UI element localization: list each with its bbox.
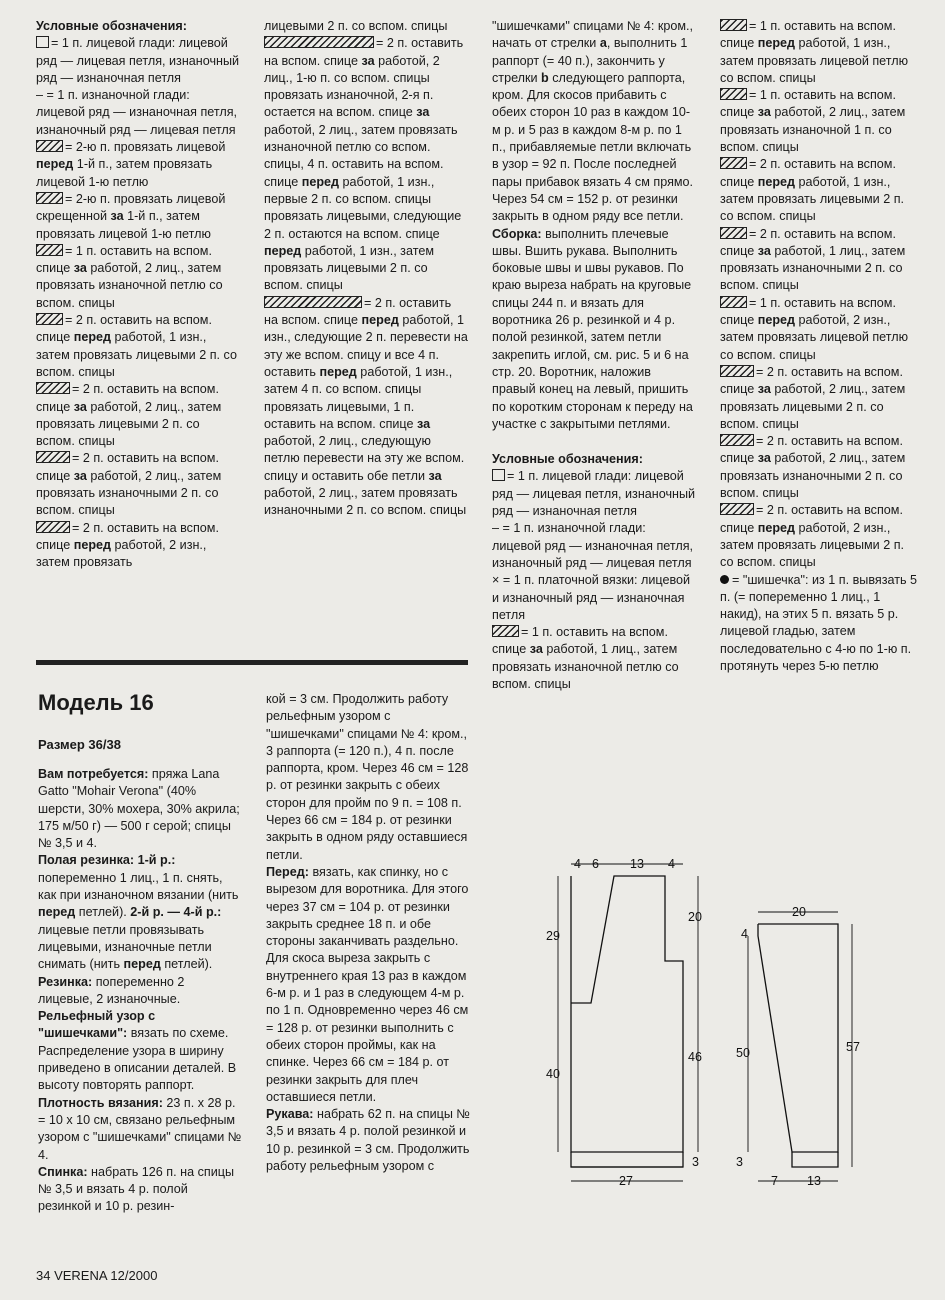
body-label-top-mid1: 6	[592, 857, 599, 871]
legend-heading: Условные обозначения:	[36, 19, 187, 33]
legend-entry: = 2 п. оставить на вспом. спице за работой, 2 лиц., 1-ю п. со вспом. спицы провязать изнаночной, 2-я п. остается на вспом. спице за работой, 2 лиц., затем провязать изнаночной петлю со вспом. спицы, 4 п. оставить на вспом. спице перед работой, 1 изн., первые 2 п. со вспом. спицы провязать лицевыми, следующие 2 п. остаются на вспом. спице перед работой, 1 изн., затем провязать лицевыми 2 п. со вспом. спицы	[264, 36, 464, 293]
body-label-side-total: 29	[546, 929, 560, 943]
instruction-paragraph: Перед: вязать, как спинку, но с вырезом для воротника. Для этого через 37 см = 104 р. от резинки закрыть среднее 18 п. и обе стороны заканчивать раздельно. Для скоса выреза закрыть с внутреннего края 13 раз в каждом 6-м р. и 1 раз в следующем 4-м р. по 1 п. Одновременно через 46 см = 128 р. от резинки выполнить с обеих сторон проймы, как на спинке. Через 66 см = 184 р. от резинки закрыть для плеч оставшиеся петли.	[266, 864, 469, 1104]
instruction-paragraph: Спинка: набрать 126 п. на спицы № 3,5 и вязать 4 р. полой резинкой и 10 р. резин-	[38, 1164, 234, 1214]
instruction-paragraph: Рукава: набрать 62 п. на спицы № 3,5 и вязать 4 р. полой резинкой и 10 р. резинкой = 3 см. Продолжить работу рельефным узором с	[266, 1107, 470, 1174]
legend-entry: = 2 п. оставить на вспом. спице перед работой, 1 изн., затем провязать лицевыми 2 п. со вспом. спицы	[36, 313, 237, 379]
legend-entry: = 2 п. оставить на вспом. спице за работой, 2 лиц., затем провязать лицевыми 2 п. со вспом. спицы	[36, 382, 222, 449]
sleeve-label-bottom-width: 13	[807, 1174, 821, 1188]
page-footer: 34 VERENA 12/2000	[36, 1268, 158, 1283]
legend-entry: = 1 п. оставить на вспом. спице перед работой, 2 изн., затем провязать лицевой петлю со вспом. спицы	[720, 295, 909, 362]
sleeve-rib-outline	[792, 1152, 838, 1167]
legend-entry: = 1 п. оставить на вспом. спице за работой, 2 лиц., затем провязать изнаночной петлю со вспом. спицы	[36, 243, 223, 310]
body-label-body: 46	[688, 1050, 702, 1064]
legend-entry: = 2 п. оставить на вспом. спице за работой, 2 лиц., затем провязать изнаночными 2 п. со вспом. спицы	[36, 451, 222, 518]
body-label-top-right: 4	[668, 857, 675, 871]
body-label-bottom-width: 27	[619, 1174, 633, 1188]
instruction-paragraph: Полая резинка: 1-й р.: попеременно 1 лиц., 1 п. снять, как при изнаночном вязании (нить перед петлей). 2-й р. — 4-й р.: лицевые петли провязывать лицевыми, изнаночные петли снимать (нить перед петлей).	[38, 853, 239, 972]
body-label-rib: 3	[692, 1155, 699, 1169]
assembly-paragraph: Сборка: выполнить плечевые швы. Вшить рукава. Выполнить боковые швы и швы рукавов. По краю выреза набрать на круговые спицы 244 п. и вязать для воротника 26 р. резинкой и 4 р. полой резинкой, затем петли закрепить иглой, см. рис. 5 и 6 на стр. 20. Воротник, наложив правый конец на левый, пришить по коротким сторонам к переду на участке с закрытыми петлями.	[492, 226, 693, 431]
sleeve-label-inner: 50	[736, 1046, 750, 1060]
legend-entry: = 1 п. оставить на вспом. спице за работой, 1 лиц., затем провязать изнаночной петлю со вспом. спицы	[492, 625, 679, 691]
body-label-armhole: 20	[688, 910, 702, 924]
legend-entry: = 2-ю п. провязать лицевой скрещенной за 1-й п., затем провязать лицевой 1-ю петлю	[36, 191, 226, 241]
sleeve-label-bottom-left: 7	[771, 1174, 778, 1188]
legend-entry: = 1 п. оставить на вспом. спице за работой, 2 лиц., затем провязать изнаночной 1 п. со вспом. спицы	[720, 88, 906, 155]
body-rib-outline	[571, 1152, 683, 1167]
legend-entry: = 2 п. оставить на вспом. спице за работой, 2 лиц., затем провязать лицевыми 2 п. со вспом. спицы	[720, 364, 906, 431]
sleeve-outline	[758, 924, 838, 1152]
legend-entry: = 1 п. оставить на вспом. спице перед работой, 1 изн., затем провязать лицевой петлю со вспом. спицы	[720, 19, 909, 85]
legend-entry: = 2 п. оставить на вспом. спице перед работой, 1 изн., следующие 2 п. перевести на эту же вспом. спицу и все 4 п. оставить перед работой, 1 изн., затем 4 п. со вспом. спицы провязать лицевыми, 1 п. оставить на вспом. спице за работой, 2 лиц., следующую петлю перевести на эту же вспом. спицу и оставить обе петли за работой, 2 лиц., затем провязать изнаночными 2 п. со вспом. спицы	[264, 295, 468, 518]
instruction-paragraph: кой = 3 см. Продолжить работу рельефным узором с "шишечками" спицами № 4: кром., 3 раппорта (= 120 п.), 4 п. после раппорта, кром. Через 46 см = 128 р. от резинки закрыть с обеих сторон для пройм по 9 п. = 108 п. Через 66 см = 184 р. от резинки закрыть в одном ряду оставшиеся петли.	[266, 692, 469, 862]
sleeve-label-cap: 4	[741, 927, 748, 941]
instruction-paragraph: Рельефный узор с "шишечками": вязать по схеме. Распределение узора в ширину приведено в описании деталей. В высоту повторять раппорт.	[38, 1009, 237, 1093]
sleeve-label-rib: 3	[736, 1155, 743, 1169]
legend-entry: = 1 п. лицевой глади: лицевой ряд — лицевая петля, изнаночный ряд — изнаночная петля	[492, 469, 696, 519]
body-outline	[571, 876, 683, 1152]
legend-entry: – = 1 п. изнаночной глади: лицевой ряд — изнаночная петля, изнаночный ряд — лицевая петля	[36, 88, 238, 137]
instruction-paragraph: Резинка: попеременно 2 лицевые, 2 изнаночные.	[38, 974, 185, 1006]
instruction-paragraph: Вам потребуется: пряжа Lana Gatto "Mohair Verona" (40% шерсти, 30% мохера, 30% акрила; 175 м/50 г) — 500 г серой; спицы № 3,5 и 4.	[38, 767, 240, 851]
legend-heading-2: Условные обозначения:	[492, 452, 643, 467]
legend-entry: = 2 п. оставить на вспом. спице перед работой, 1 изн., затем провязать лицевыми 2 п. со вспом. спицы	[720, 157, 905, 224]
legend-entry: = 2 п. оставить на вспом. спице перед работой, 2 изн., затем провязать	[36, 520, 219, 570]
model-title: Модель 16	[38, 690, 154, 715]
legend-entry: лицевыми 2 п. со вспом. спицы	[264, 19, 448, 33]
back-continuation: "шишечками" спицами № 4: кром., начать от стрелки a, выполнить 1 раппорт (= 40 п.), закончить у стрелки b следующего раппорта, кром. Для скосов прибавить с обеих сторон 10 раз в каждом 10-м р. и 5 раз в каждом 8-м р. по 1 п., прибавляемые петли включать в узор = 92 п. После последней пары прибавок вязать 4 см прямо. Через 54 см = 152 р. от резинки закрыть в одном ряду все петли.	[492, 19, 694, 224]
legend-entry: = "шишечка": из 1 п. вывязать 5 п. (= попеременно 1 лиц., 1 накид), на этих 5 п. вязать 5 р. лицевой гладью, затем последовательно с 4-ю по 1-ю п. протянуть через 5-ю петлю	[720, 572, 918, 673]
legend-entry: – = 1 п. изнаночной глади: лицевой ряд — изнаночная петля, изнаночный ряд — лицевая петля	[492, 521, 694, 570]
body-label-top-left: 4	[574, 857, 581, 871]
legend-entry: = 1 п. лицевой глади: лицевой ряд — лицевая петля, изнаночный ряд — изнаночная петля	[36, 36, 240, 85]
body-label-side-lower: 40	[546, 1067, 560, 1081]
body-label-top-mid2: 13	[630, 857, 644, 871]
sleeve-label-top-width: 20	[792, 905, 806, 919]
sleeve-label-outer: 57	[846, 1040, 860, 1054]
legend-entry: = 2 п. оставить на вспом. спице за работой, 1 лиц., затем провязать изнаночными 2 п. со вспом. спицы	[720, 226, 906, 293]
legend-entry: = 2 п. оставить на вспом. спице перед работой, 2 изн., затем провязать лицевыми 2 п. со вспом. спицы	[720, 503, 905, 570]
legend-entry: × = 1 п. платочной вязки: лицевой и изнаночный ряд — изнаночная петля	[492, 573, 691, 622]
instruction-paragraph: Плотность вязания: 23 п. x 28 р. = 10 x 10 см, связано рельефным узором с "шишечками" спицами № 4.	[38, 1095, 242, 1162]
legend-entry: = 2-ю п. провязать лицевой перед 1-й п., затем провязать лицевой 1-ю петлю	[36, 140, 226, 189]
legend-entry: = 2 п. оставить на вспом. спице за работой, 2 лиц., затем провязать изнаночными 2 п. со вспом. спицы	[720, 434, 906, 501]
size-title: Размер 36/38	[38, 737, 121, 752]
sleeve-piece-diagram	[748, 912, 852, 1181]
body-piece-diagram	[558, 864, 698, 1181]
